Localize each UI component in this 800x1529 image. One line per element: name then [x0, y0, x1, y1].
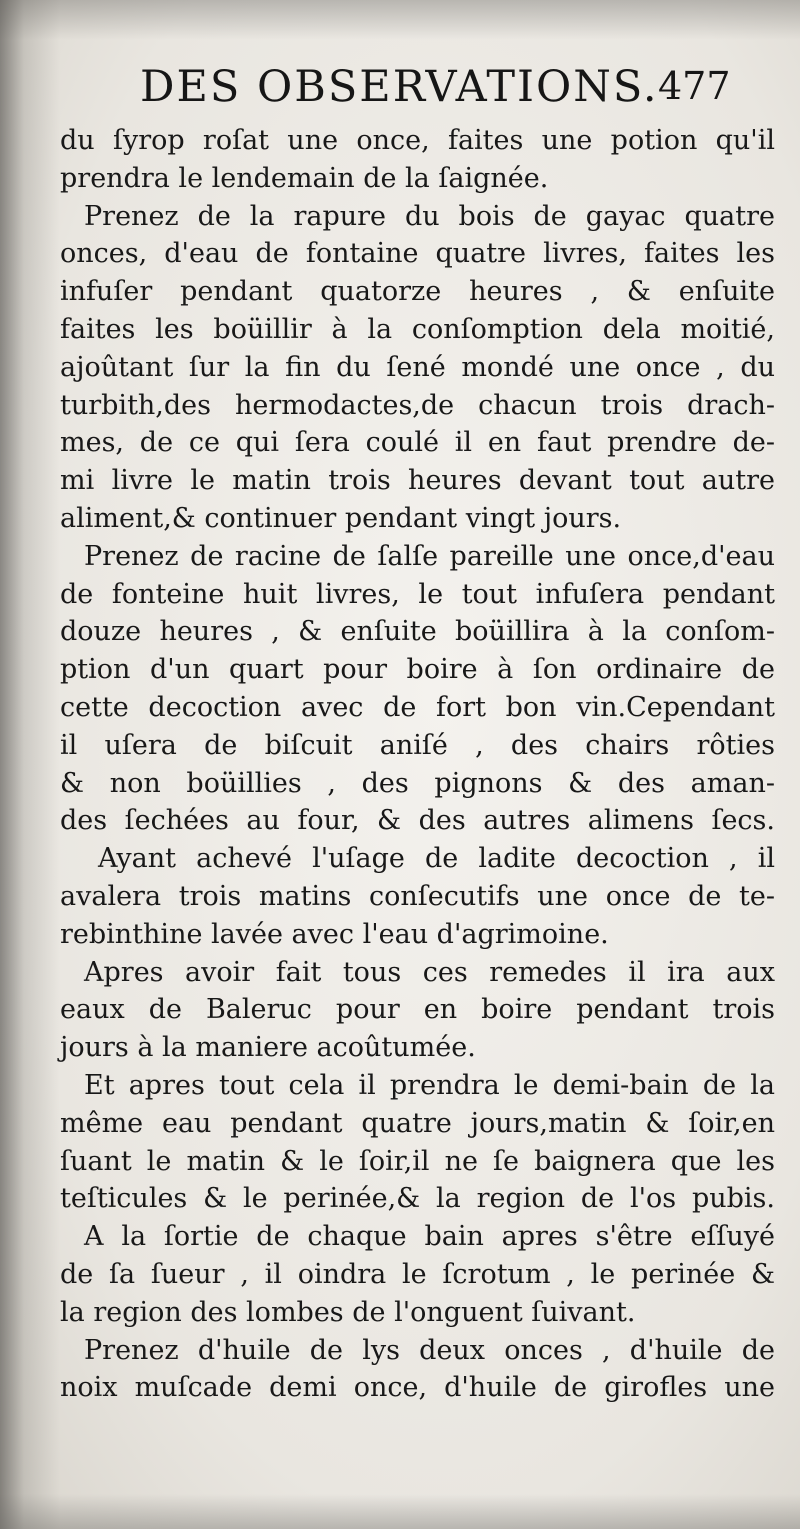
text-line: & non boüillies , des pignons & des aman-: [60, 767, 775, 799]
text-line: noix muſcade demi once, d'huile de girofles une: [60, 1372, 775, 1404]
text-line: teſticules & le perinée,& la region de l'os pubis.: [60, 1183, 775, 1215]
text-line: A la ſortie de chaque bain apres s'être eſſuyé: [84, 1221, 775, 1253]
text-line: du ſyrop roſat une once, faites une potion qu'il: [60, 125, 775, 156]
text-line: Prenez d'huile de lys deux onces , d'huile de: [84, 1334, 775, 1366]
text-line: avalera trois matins conſecutifs une once de te-: [60, 880, 775, 912]
text-line: il uſera de biſcuit aniſé , des chairs rôties: [60, 729, 775, 761]
text-line: douze heures , & enſuite boüillira à la conſom-: [60, 616, 775, 648]
text-line: onces, d'eau de fontaine quatre livres, faites les: [60, 238, 775, 270]
binding-shadow: [0, 0, 60, 1529]
text-line: jours à la maniere acoûtumée.: [60, 1032, 476, 1064]
text-line: prendra le lendemain de la ſaignée.: [60, 162, 549, 194]
text-line: mi livre le matin trois heures devant tout autre: [60, 465, 775, 497]
text-line: eaux de Baleruc pour en boire pendant trois: [60, 994, 775, 1026]
text-line: Prenez de la rapure du bois de gayac quatre: [84, 200, 775, 232]
text-line: aliment,& continuer pendant vingt jours.: [60, 502, 622, 534]
text-line: Prenez de racine de ſalſe pareille une once,d'eau: [84, 540, 775, 572]
text-line: turbith,des hermodactes,de chacun trois drach-: [60, 389, 775, 421]
text-line: ſuant le matin & le ſoir,il ne ſe baignera que les: [60, 1145, 775, 1177]
text-line: des ſechées au four, & des autres alimens ſecs.: [60, 805, 775, 837]
running-title: DES OBSERVATIONS.: [140, 62, 659, 112]
text-line: ajoûtant ſur la fin du ſené mondé une once , du: [60, 351, 775, 383]
text-line: Apres avoir fait tous ces remedes il ira aux: [84, 956, 775, 988]
text-line: Et apres tout cela il prendra le demi-bain de la: [84, 1069, 775, 1101]
page-header: [140, 62, 740, 122]
text-line: de ſa ſueur , il oindra le ſcrotum , le perinée &: [60, 1258, 775, 1290]
page-number: 477: [658, 64, 731, 108]
body-text: [60, 122, 775, 1407]
text-line: faites les boüillir à la conſomption dela moitié,: [60, 313, 775, 345]
text-line: ption d'un quart pour boire à ſon ordinaire de: [60, 654, 775, 686]
text-line: Ayant achevé l'uſage de ladite decoction , il: [98, 843, 775, 875]
text-line: mes, de ce qui ſera coulé il en faut prendre de-: [60, 427, 775, 459]
top-edge-shadow: [0, 0, 800, 40]
text-line: cette decoction avec de fort bon vin.Cependant: [60, 691, 775, 723]
text-line: de fonteine huit livres, le tout infuſera pendant: [60, 578, 775, 610]
text-line: rebinthine lavée avec l'eau d'agrimoine.: [60, 918, 609, 950]
text-line: même eau pendant quatre jours,matin & ſoir,en: [60, 1107, 775, 1139]
text-line: la region des lombes de l'onguent ſuivant.: [60, 1296, 636, 1328]
bottom-edge-shadow: [0, 1494, 800, 1529]
text-line: infuſer pendant quatorze heures , & enſuite: [60, 276, 775, 308]
